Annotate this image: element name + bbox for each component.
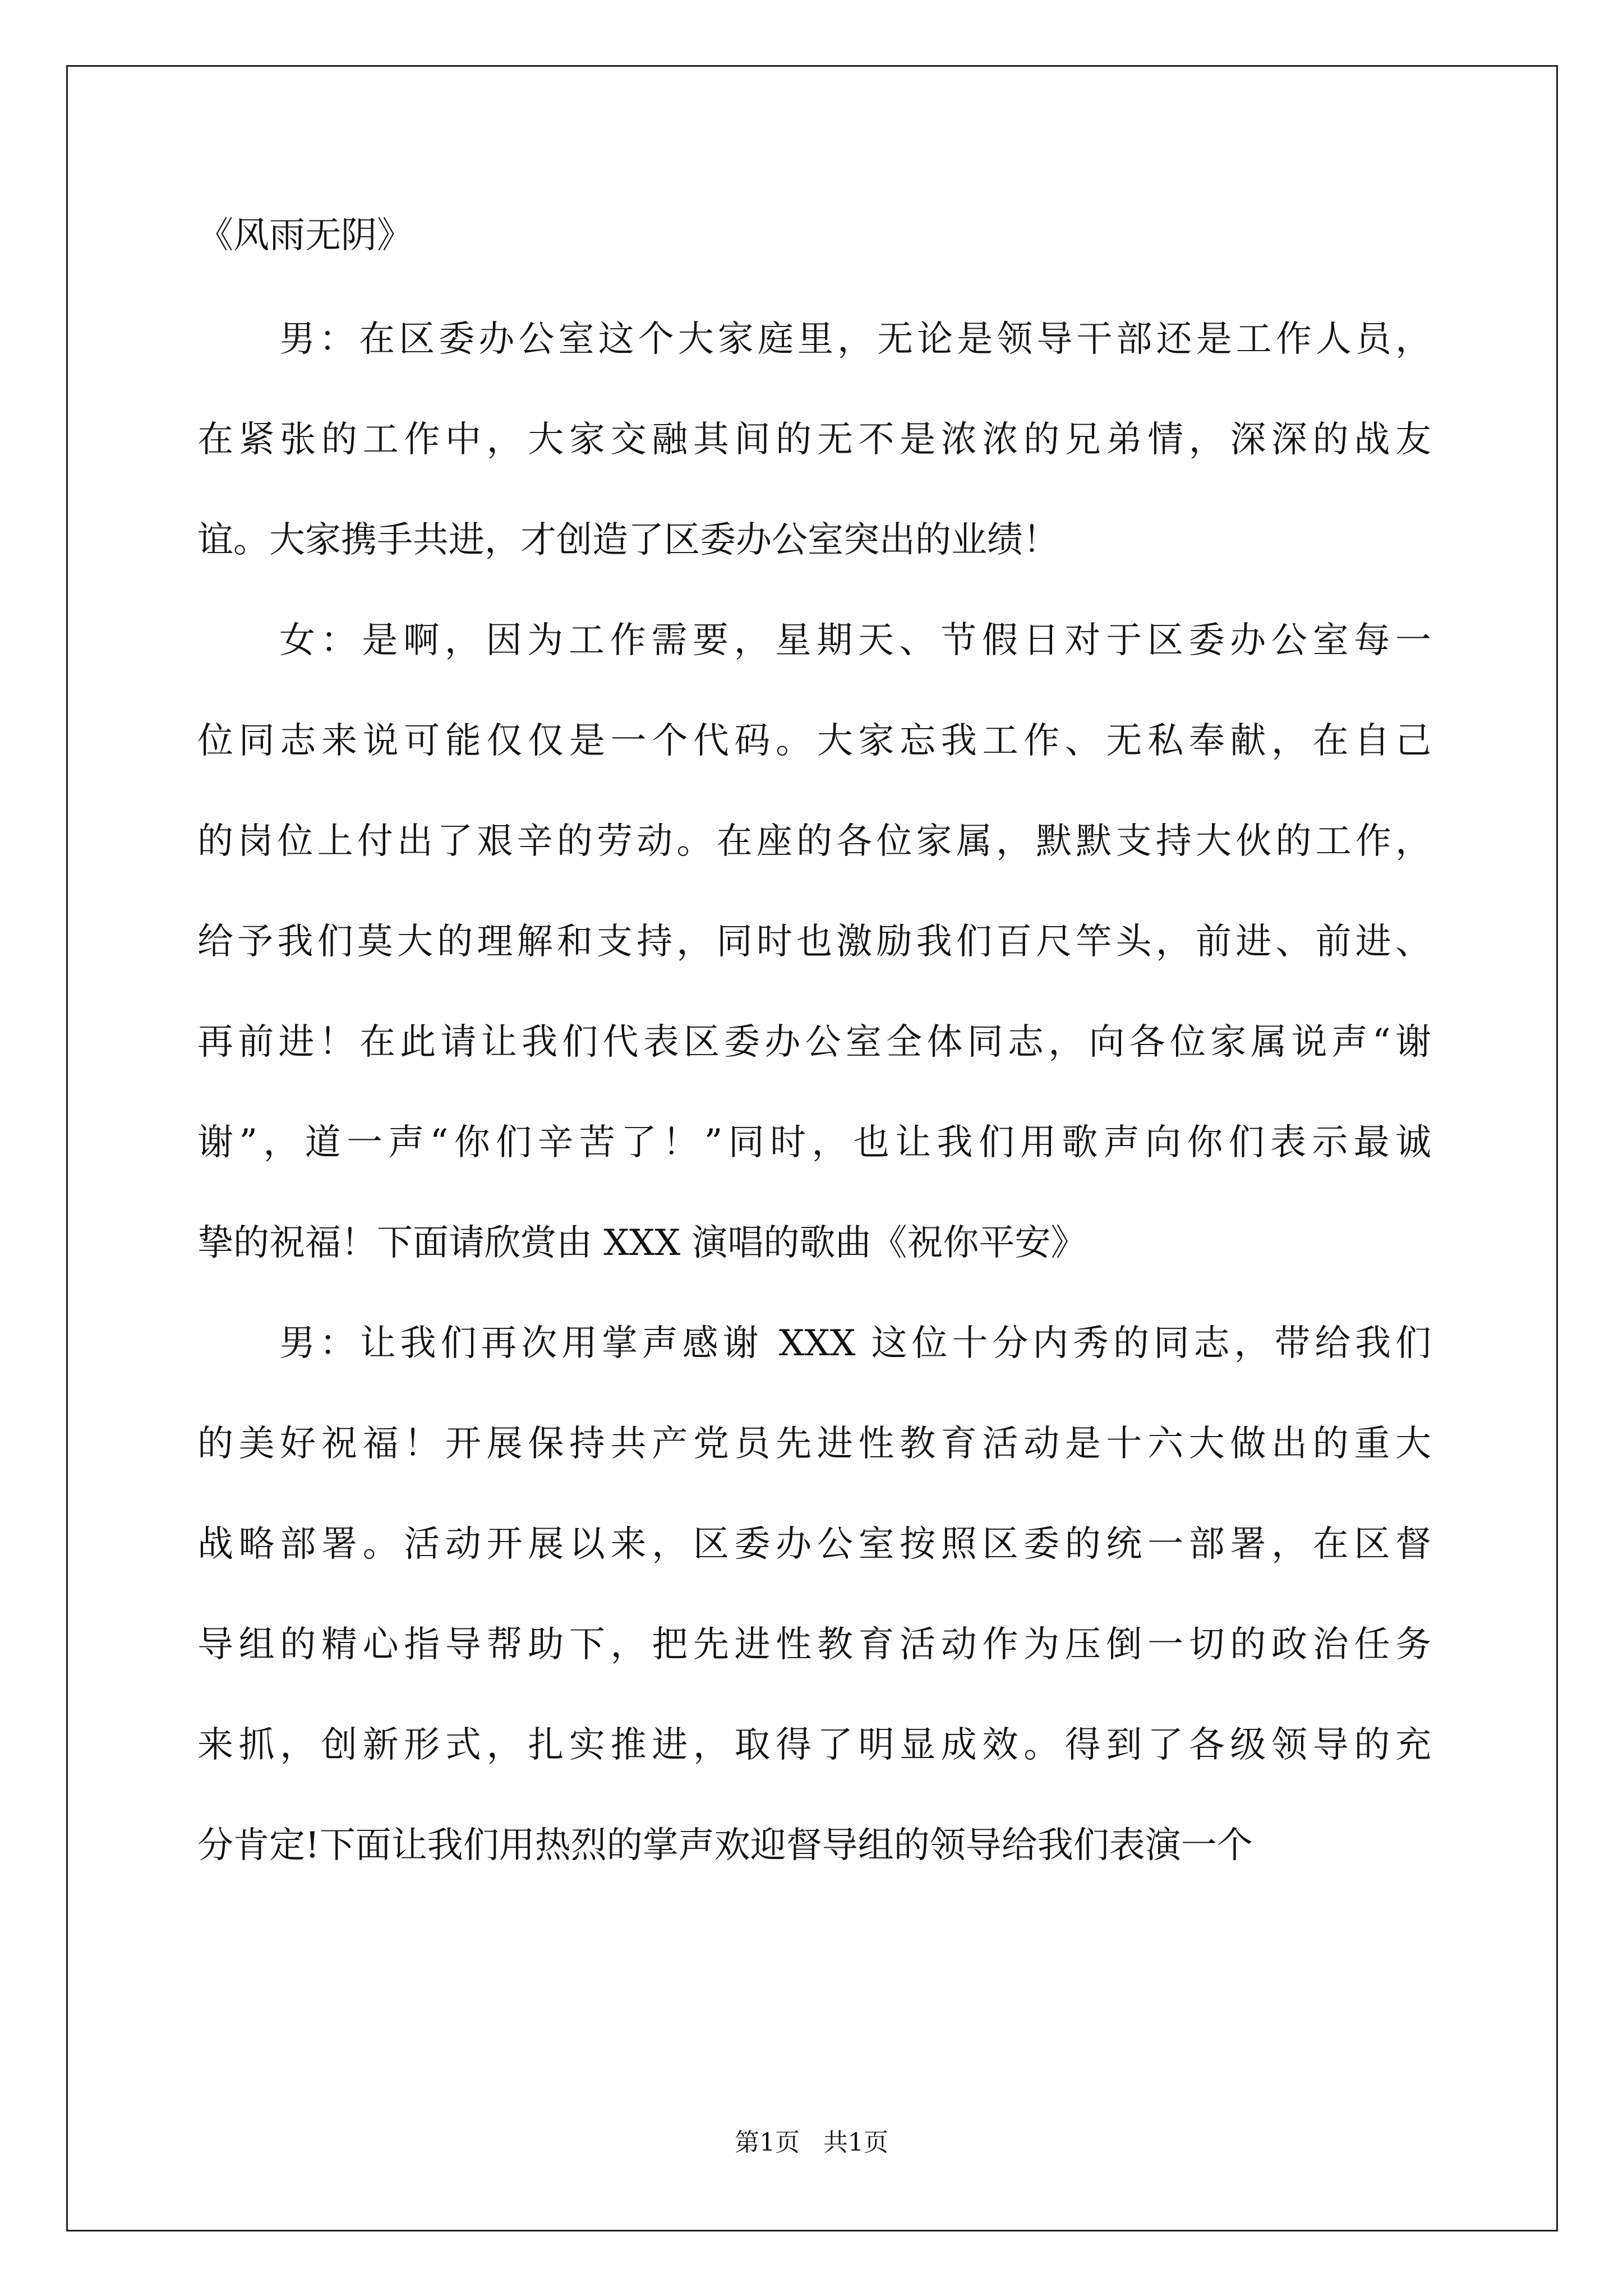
text-line: 谊。大家携手共进，才创造了区委办公室突出的业绩！ bbox=[197, 519, 1059, 561]
text-line: 再前进！在此请让我们代表区委办公室全体同志，向各位家属说声“谢 bbox=[197, 1022, 1431, 1063]
text-line: 谢”，道一声“你们辛苦了！”同时，也让我们用歌声向你们表示最诚 bbox=[197, 1122, 1431, 1163]
document-title: 《风雨无阴》 bbox=[197, 215, 413, 256]
text-line: 女：是啊，因为工作需要，星期天、节假日对于区委办公室每一 bbox=[279, 620, 1431, 661]
paragraph-1 bbox=[197, 314, 1431, 565]
text-line: 挚的祝福！下面请欣赏由 XXX 演唱的歌曲《祝你平安》 bbox=[197, 1222, 1087, 1264]
text-line: 男：在区委办公室这个大家庭里，无论是领导干部还是工作人员， bbox=[279, 319, 1431, 360]
paragraph-3 bbox=[197, 1318, 1431, 1871]
paragraph-2 bbox=[197, 615, 1431, 1268]
text-line: 男：让我们再次用掌声感谢 XXX 这位十分内秀的同志，带给我们 bbox=[279, 1323, 1431, 1364]
page-footer: 第1页 共1页 bbox=[735, 2128, 888, 2157]
text-line: 位同志来说可能仅仅是一个代码。大家忘我工作、无私奉献，在自己 bbox=[197, 720, 1431, 762]
text-line: 导组的精心指导帮助下，把先进性教育活动作为压倒一切的政治任务 bbox=[197, 1624, 1431, 1665]
text-line: 的岗位上付出了艰辛的劳动。在座的各位家属，默默支持大伙的工作， bbox=[197, 821, 1431, 862]
text-line: 在紧张的工作中，大家交融其间的无不是浓浓的兄弟情，深深的战友 bbox=[197, 419, 1431, 461]
text-line: 分肯定!下面让我们用热烈的掌声欢迎督导组的领导给我们表演一个 bbox=[197, 1825, 1253, 1866]
text-line: 战略部署。活动开展以来，区委办公室按照区委的统一部署，在区督 bbox=[197, 1524, 1431, 1565]
text-line: 给予我们莫大的理解和支持，同时也激励我们百尺竿头，前进、前进、 bbox=[197, 921, 1431, 963]
document-body bbox=[197, 210, 1431, 1921]
text-line: 来抓，创新形式，扎实推进，取得了明显成效。得到了各级领导的充 bbox=[197, 1724, 1431, 1766]
text-line: 的美好祝福！开展保持共产党员先进性教育活动是十六大做出的重大 bbox=[197, 1423, 1431, 1465]
